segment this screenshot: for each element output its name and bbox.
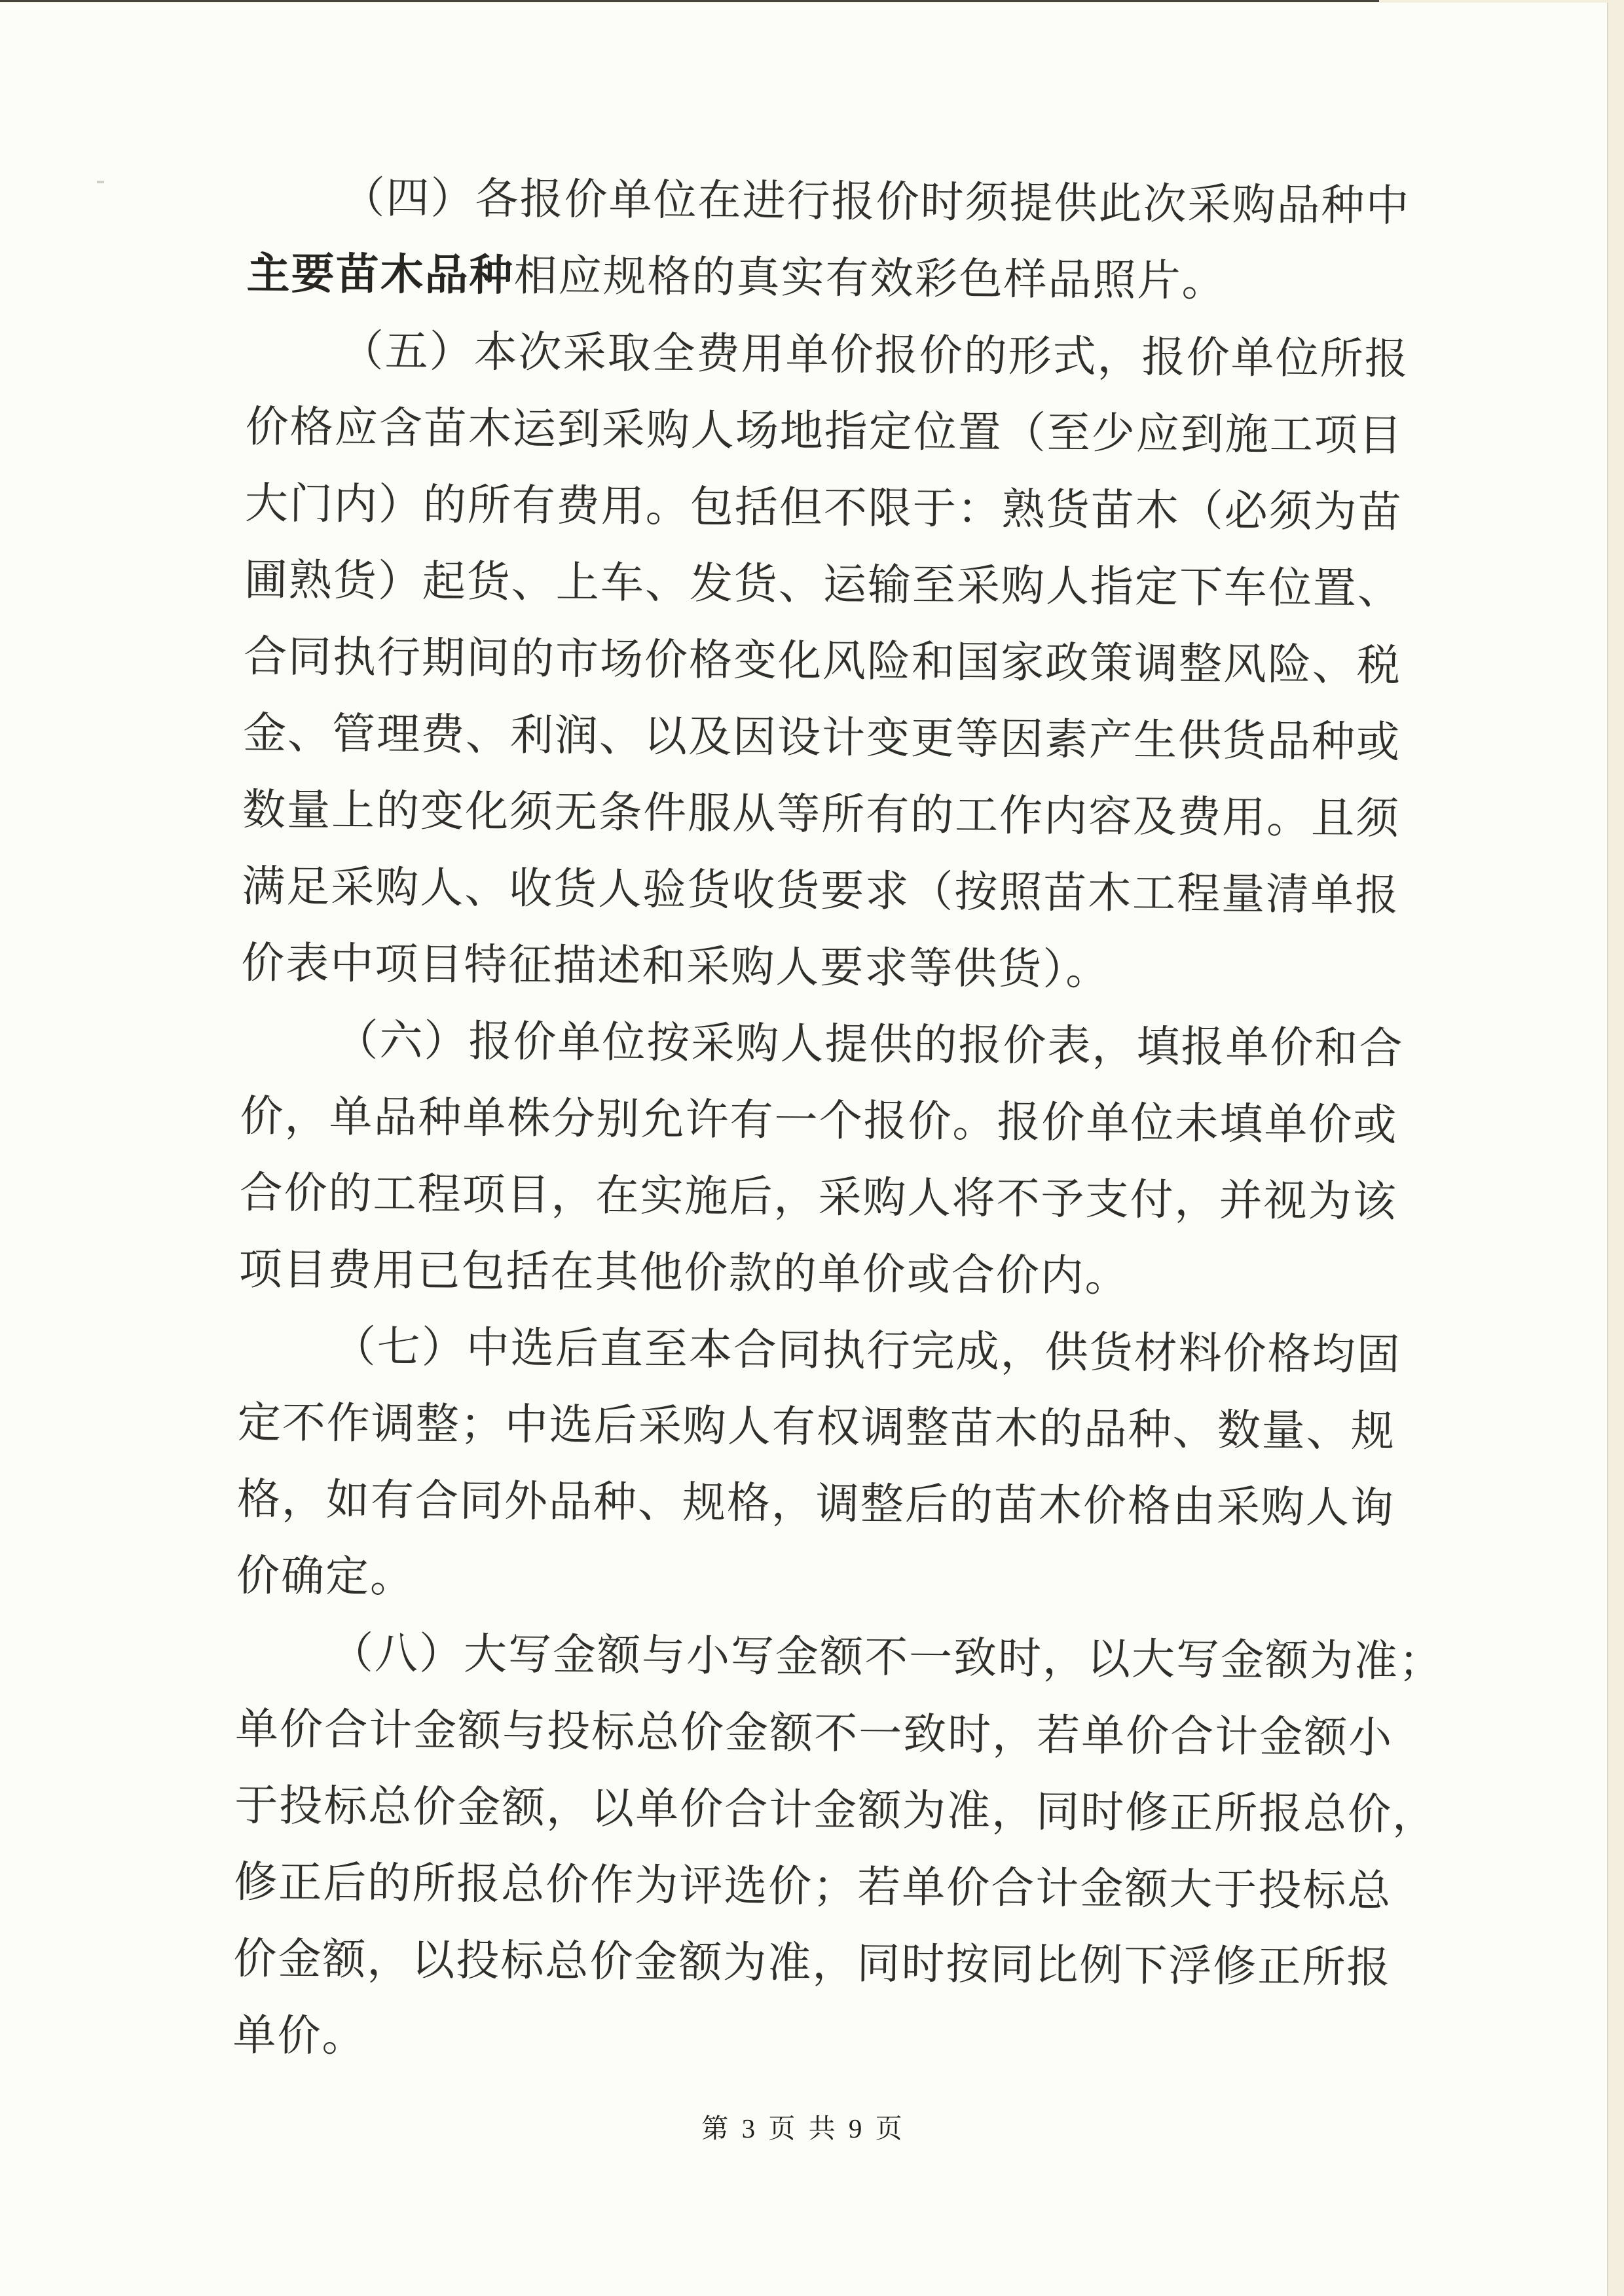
- doc-line-para5-3: 大门内）的所有费用。包括但不限于：熟货苗木（必须为苗: [244, 479, 1403, 537]
- doc-line-para8-6: 单价。: [232, 2011, 367, 2061]
- doc-line-para6-2: 价，单品种单株分别允许有一个报价。报价单位未填单价或: [240, 1092, 1398, 1150]
- page-footer: 第 3 页 共 9 页: [701, 2113, 906, 2143]
- doc-line-para7-3: 格，如有合同外品种、规格，调整后的苗木价格由采购人询: [236, 1475, 1395, 1533]
- doc-line-para4-2: [246, 236, 1386, 321]
- doc-line-para7-2: 定不作调整；中选后采购人有权调整苗木的品种、数量、规: [237, 1398, 1396, 1456]
- doc-line-rest: 相应规格的真实有效彩色样品照片。: [513, 252, 1227, 306]
- doc-line-para5-9: 价表中项目特征描述和采购人要求等供货）。: [241, 939, 1111, 994]
- doc-line-para8-4: 修正后的所报总价作为评选价；若单价合计金额大于投标总: [234, 1858, 1392, 1916]
- doc-line-para6-3: 合价的工程项目，在实施后，采购人将不予支付，并视为该: [239, 1169, 1397, 1226]
- doc-line-para4-1: （四）各报价单位在进行报价时须提供此次采购品种中: [341, 174, 1411, 230]
- document-body: [232, 159, 1444, 2083]
- ink-speck: [97, 181, 104, 183]
- bold-phrase: 主要苗木品种: [246, 249, 514, 301]
- doc-line-para5-4: 圃熟货）起货、上车、发货、运输至采购人指定下车位置、: [244, 556, 1403, 613]
- doc-line-para5-1: （五）本次采取全费用单价报价的形式，报价单位所报: [340, 327, 1409, 384]
- doc-line-para5-5: 合同执行期间的市场价格变化风险和国家政策调整风险、税: [243, 632, 1402, 690]
- doc-line-para5-7: 数量上的变化须无条件服从等所有的工作内容及费用。且须: [242, 786, 1401, 843]
- doc-line-para8-1: （八）大写金额与小写金额不一致时，以大写金额为准；: [329, 1630, 1444, 1686]
- doc-line-para5-8: 满足采购人、收货人验货收货要求（按照苗木工程量清单报: [241, 862, 1400, 920]
- scan-top-edge-artifact: [0, 0, 1379, 2]
- doc-line-para7-1: （七）中选后直至本合同执行完成，供货材料价格均固: [332, 1323, 1401, 1379]
- doc-line-para6-4: 项目费用已包括在其他价款的单价或合价内。: [238, 1245, 1130, 1301]
- doc-line-para8-5: 价金额，以投标总价金额为准，同时按同比例下浮修正所报: [233, 1935, 1392, 1992]
- doc-line-para5-2: 价格应含苗木运到采购人场地指定位置（至少应到施工项目: [245, 403, 1404, 460]
- doc-line-para8-3: 于投标总价金额，以单价合计金额为准，同时修正所报总价，: [234, 1781, 1437, 1840]
- doc-line-para8-2: 单价合计金额与投标总价金额不一致时，若单价合计金额小: [234, 1705, 1393, 1762]
- doc-line-para5-6: 金、管理费、利润、以及因设计变更等因素产生供货品种或: [242, 709, 1401, 767]
- doc-line-para6-1: （六）报价单位按采购人提供的报价表，填报单价和合: [335, 1017, 1404, 1073]
- doc-line-para7-4: 价确定。: [236, 1552, 415, 1602]
